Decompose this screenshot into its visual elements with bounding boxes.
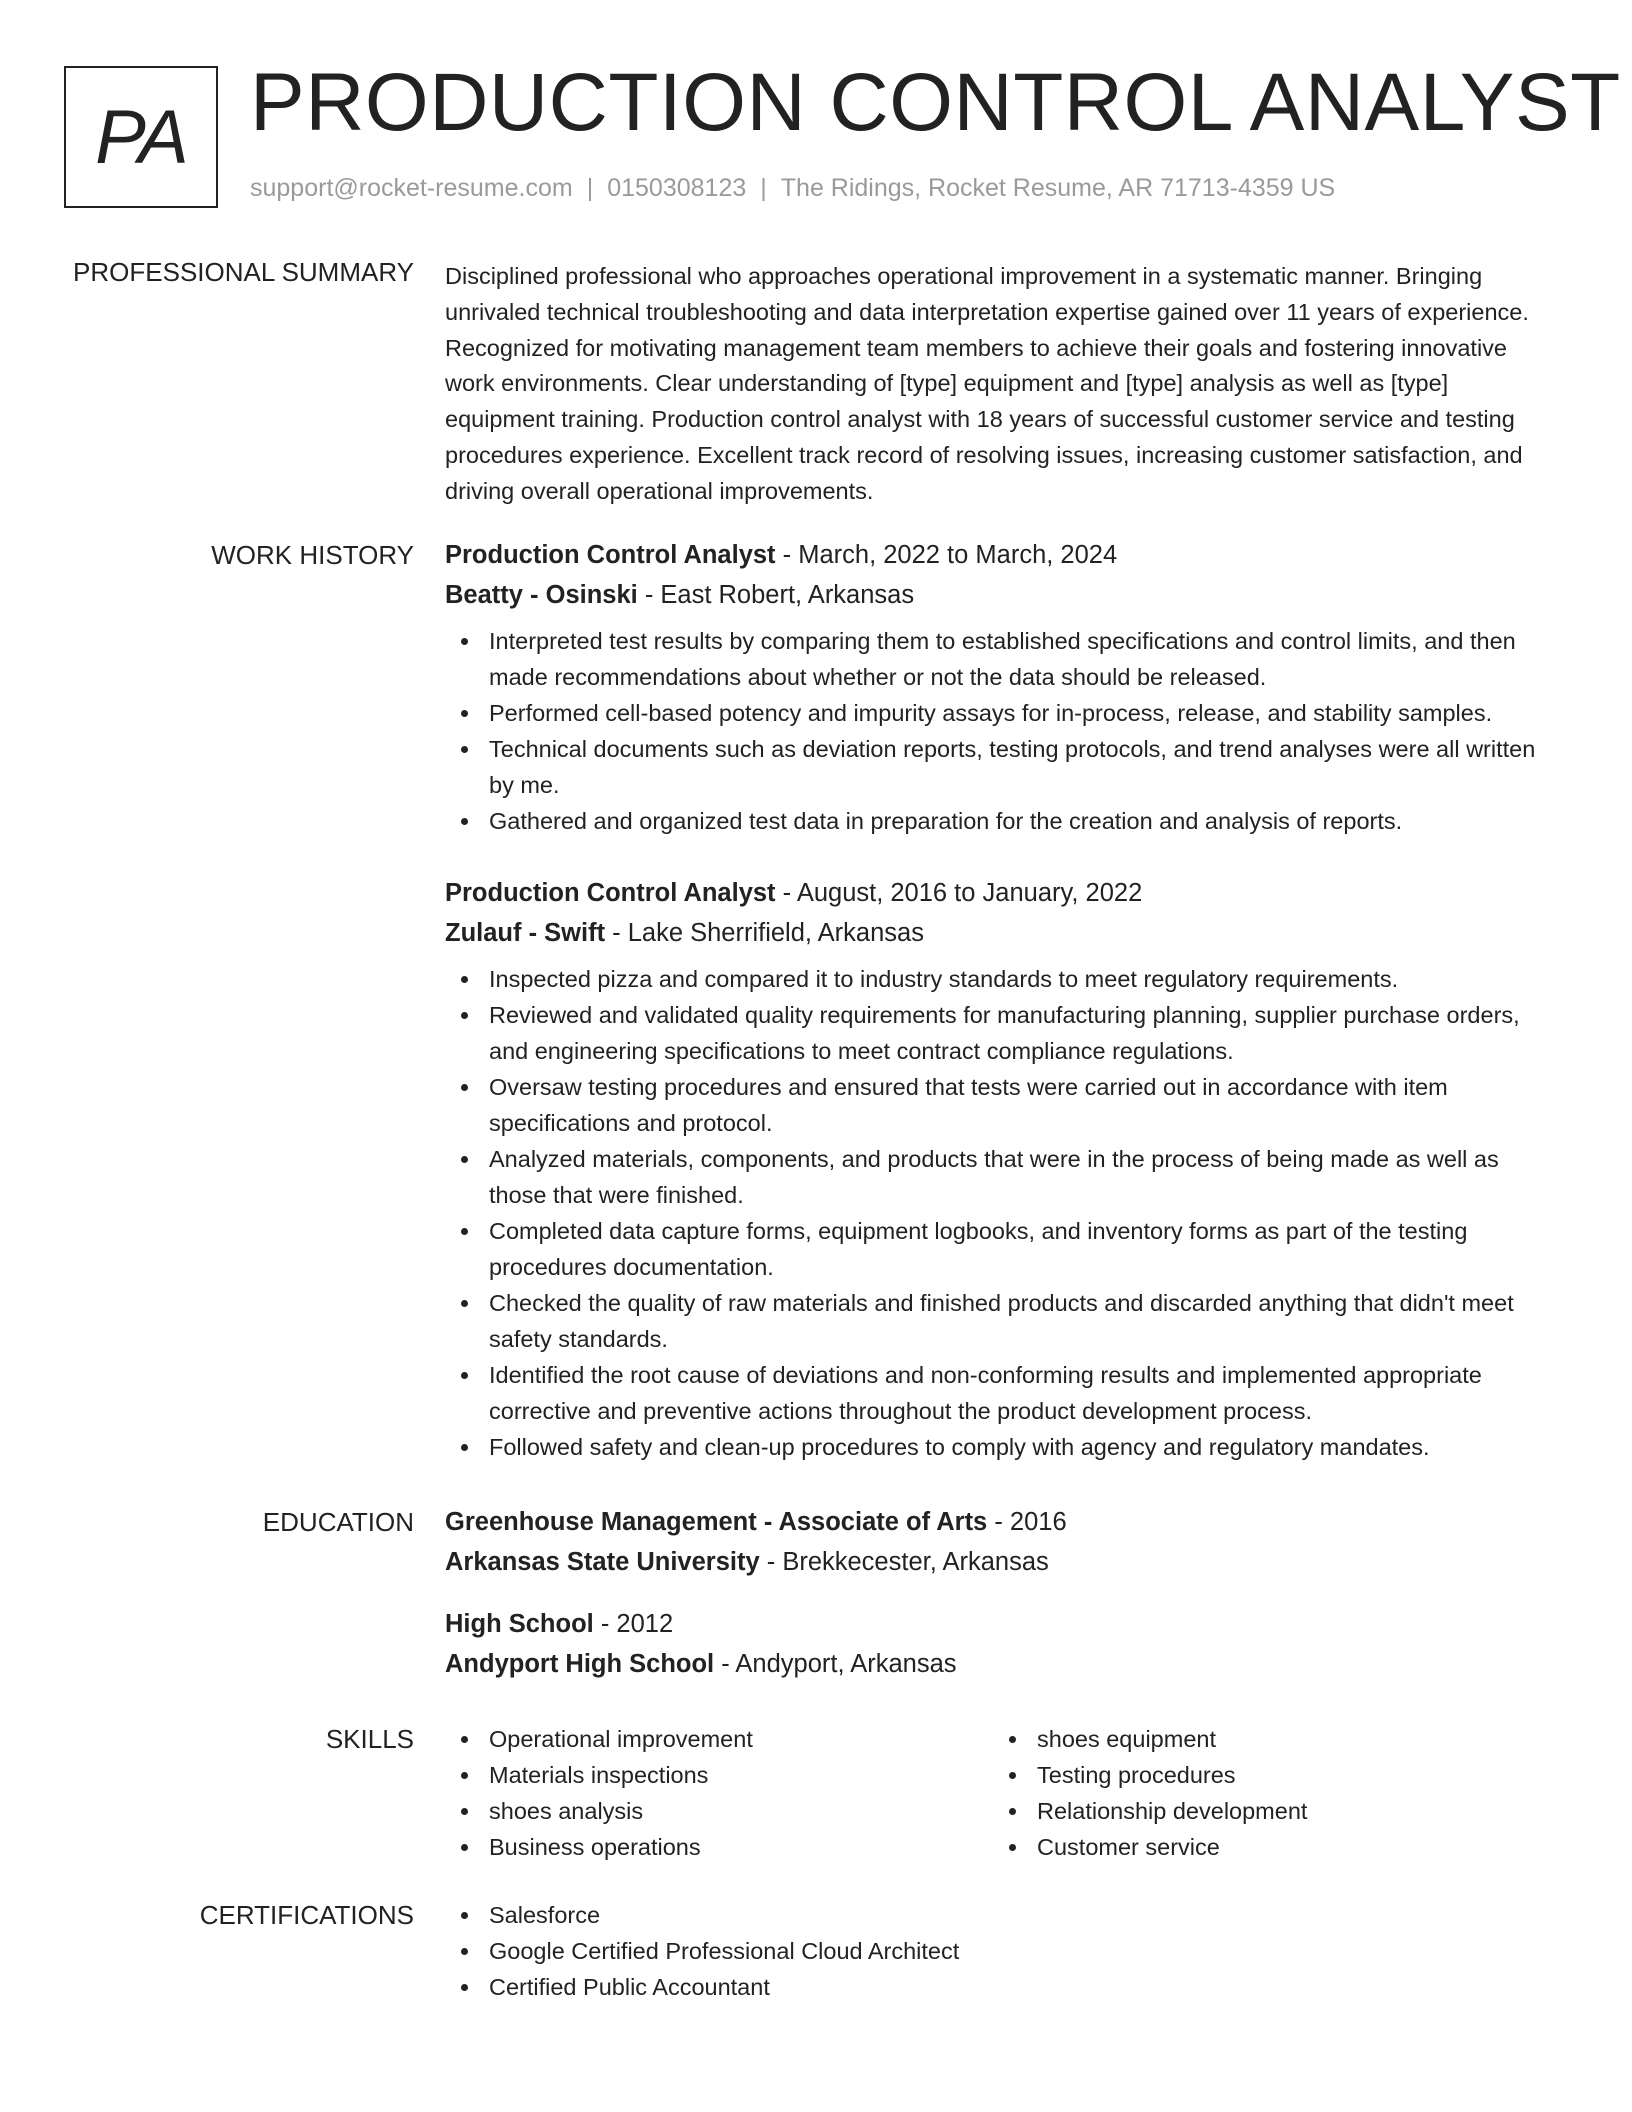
education-degree-line (445, 1604, 1555, 1644)
education-degree: Greenhouse Management - Associate of Arts (445, 1508, 988, 1536)
job-title-line (445, 873, 1555, 913)
section-label-summary: PROFESSIONAL SUMMARY (73, 257, 414, 287)
education-school-line (445, 1542, 1555, 1582)
education-location: - Andyport, Arkansas (714, 1650, 957, 1678)
job-title-line (445, 535, 1555, 575)
list-item: Performed cell-based potency and impurity assays for in-process, release, and stability samples. (445, 695, 1555, 731)
job-company: Zulauf - Swift (445, 919, 606, 947)
skills-columns (445, 1721, 1555, 1865)
monogram-badge (64, 66, 218, 208)
job-title: Production Control Analyst (445, 541, 776, 569)
job-location: - Lake Sherrifield, Arkansas (605, 919, 924, 947)
skill-item: Customer service (993, 1829, 1541, 1865)
skill-item: Operational improvement (445, 1721, 993, 1757)
skill-item: Testing procedures (993, 1757, 1541, 1793)
education-entry (445, 1502, 1555, 1582)
job-bullet-list (445, 623, 1555, 839)
certification-item: Certified Public Accountant (445, 1969, 1555, 2005)
certifications-list (445, 1897, 1555, 2005)
education-school: Andyport High School (445, 1650, 715, 1678)
contact-line (250, 174, 1335, 203)
job-company-line (445, 575, 1555, 615)
contact-email: support@rocket-resume.com (250, 174, 573, 202)
section-label-skills: SKILLS (325, 1724, 414, 1754)
job-dates: - August, 2016 to January, 2022 (775, 879, 1143, 907)
education-degree-line (445, 1502, 1555, 1542)
contact-phone: 0150308123 (607, 174, 747, 202)
education-location: - Brekkecester, Arkansas (759, 1548, 1049, 1576)
summary-text: Disciplined professional who approaches operational improvement in a systematic manner. Bringing unrivaled technical troubleshooting and data interpretation expertise gained over 11 years of experience. Recognized for motivating management team members to achieve their goals and fostering innovative work environments. Clear understanding of [type] equipment and [type] analysis as well as [type] equipment training. Production control analyst with 18 years of successful customer service and testing procedures experience. Excellent track record of resolving issues, increasing customer satisfaction, and driving overall operational improvements. (445, 263, 1529, 504)
contact-address: The Ridings, Rocket Resume, AR 71713-4359 US (780, 174, 1336, 202)
list-item: Completed data capture forms, equipment logbooks, and inventory forms as part of the testing procedures documentation. (445, 1213, 1555, 1285)
list-item: Analyzed materials, components, and products that were in the process of being made as well as those that were finished. (445, 1141, 1555, 1213)
resume-title: PRODUCTION CONTROL ANALYST (250, 57, 1621, 148)
list-item: Followed safety and clean-up procedures to comply with agency and regulatory mandates. (445, 1429, 1555, 1465)
job-entry (445, 873, 1555, 1465)
job-location: - East Robert, Arkansas (637, 581, 915, 609)
skills-list-right (993, 1721, 1541, 1865)
education-year: - 2016 (987, 1508, 1067, 1536)
list-item: Interpreted test results by comparing them to established specifications and control limits, and then made recommendations about whether or not the data should be released. (445, 623, 1555, 695)
list-item: Gathered and organized test data in preparation for the creation and analysis of reports. (445, 803, 1555, 839)
education-entry (445, 1604, 1555, 1684)
list-item: Inspected pizza and compared it to industry standards to meet regulatory requirements. (445, 961, 1555, 997)
section-label-certifications: CERTIFICATIONS (199, 1900, 414, 1930)
education-degree: High School (445, 1610, 594, 1638)
job-title: Production Control Analyst (445, 879, 776, 907)
section-label-education: EDUCATION (262, 1507, 414, 1537)
section-label-work-history: WORK HISTORY (211, 540, 414, 570)
certification-item: Google Certified Professional Cloud Architect (445, 1933, 1555, 1969)
job-company-line (445, 913, 1555, 953)
skill-item: Relationship development (993, 1793, 1541, 1829)
certification-item: Salesforce (445, 1897, 1555, 1933)
skills-list-left (445, 1721, 993, 1865)
job-dates: - March, 2022 to March, 2024 (775, 541, 1118, 569)
skill-item: shoes equipment (993, 1721, 1541, 1757)
list-item: Technical documents such as deviation reports, testing protocols, and trend analyses were all written by me. (445, 731, 1555, 803)
skill-item: Business operations (445, 1829, 993, 1865)
list-item: Checked the quality of raw materials and finished products and discarded anything that didn't meet safety standards. (445, 1285, 1555, 1357)
monogram-initials: PA (95, 94, 187, 180)
contact-separator: | (760, 174, 767, 202)
education-year: - 2012 (593, 1610, 674, 1638)
education-school-line (445, 1644, 1555, 1684)
skill-item: shoes analysis (445, 1793, 993, 1829)
job-company: Beatty - Osinski (445, 581, 638, 609)
list-item: Reviewed and validated quality requirements for manufacturing planning, supplier purchase orders, and engineering specifications to meet contract compliance regulations. (445, 997, 1555, 1069)
list-item: Oversaw testing procedures and ensured that tests were carried out in accordance with item specifications and protocol. (445, 1069, 1555, 1141)
job-bullet-list (445, 961, 1555, 1465)
job-entry (445, 535, 1555, 839)
skill-item: Materials inspections (445, 1757, 993, 1793)
contact-separator: | (586, 174, 594, 202)
education-school: Arkansas State University (445, 1548, 760, 1576)
list-item: Identified the root cause of deviations and non-conforming results and implemented appropriate corrective and preventive actions throughout the product development process. (445, 1357, 1555, 1429)
